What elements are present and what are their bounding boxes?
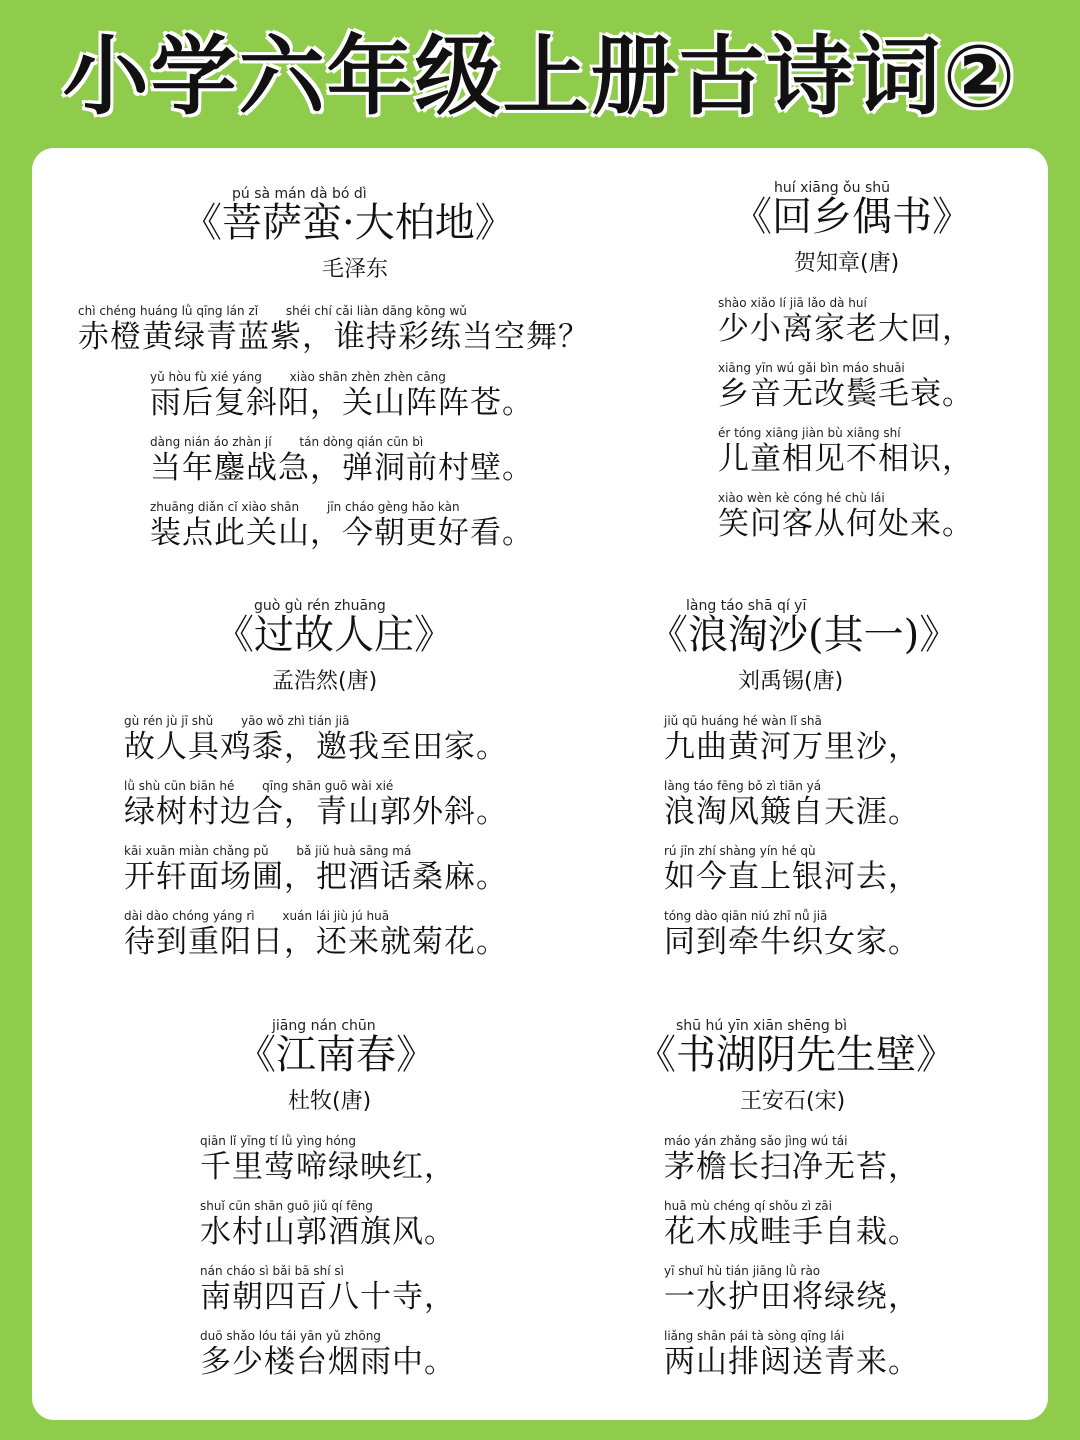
poem-title-pinyin: jiāng nán chūn [272, 1018, 376, 1034]
line-text: 乡音无改鬓毛衰。 [718, 376, 974, 412]
line-text: 故人具鸡黍，邀我至田家。 [124, 729, 508, 765]
line-text: 当年鏖战急，弹洞前村壁。 [150, 450, 534, 486]
line-pinyin: huā mù chéng qí shǒu zì zāi [664, 1199, 832, 1213]
poem-line [150, 500, 534, 552]
line-text: 南朝四百八十寺， [200, 1279, 456, 1315]
line-text: 多少楼台烟雨中。 [200, 1344, 456, 1380]
poem-line [150, 370, 534, 422]
line-text: 雨后复斜阳，关山阵阵苍。 [150, 385, 534, 421]
poem-title: 《过故人庄》 [214, 612, 454, 658]
line-pinyin: kāi xuān miàn chǎng pǔ bǎ jiǔ huà sāng má [124, 844, 412, 858]
poem-title: 《回乡偶书》 [732, 194, 972, 240]
line-text: 绿树村边合，青山郭外斜。 [124, 794, 508, 830]
line-text: 儿童相见不相识， [718, 441, 974, 477]
line-pinyin: lǜ shù cūn biān hé qīng shān guō wài xié [124, 779, 394, 793]
poem-line [200, 1329, 456, 1381]
line-text: 笑问客从何处来。 [718, 506, 974, 542]
line-pinyin: xiāng yīn wú gǎi bìn máo shuāi [718, 361, 905, 375]
line-text: 同到牵牛织女家。 [664, 924, 920, 960]
poem-author: 刘禹锡(唐) [738, 669, 844, 694]
poem-author: 杜牧(唐) [288, 1089, 372, 1114]
poem-title: 《江南春》 [236, 1032, 436, 1078]
poem-author: 王安石(宋) [740, 1089, 846, 1114]
poem-title: 《菩萨蛮·大柏地》 [182, 200, 515, 246]
poem-line [664, 1329, 920, 1381]
line-pinyin: yǔ hòu fù xié yáng xiào shān zhèn zhèn cāng [150, 370, 446, 384]
poem-title-pinyin: shū hú yīn xiān shēng bì [676, 1018, 848, 1034]
line-text: 装点此关山，今朝更好看。 [150, 515, 534, 551]
poem-line [200, 1199, 456, 1251]
poem-line [78, 304, 590, 356]
poem-line [664, 844, 920, 896]
line-text: 一水护田将绿绕， [664, 1279, 920, 1315]
poem-line [664, 779, 920, 831]
poem-line [124, 779, 508, 831]
poem-line [124, 714, 508, 766]
poem-title: 《浪淘沙(其一)》 [648, 612, 960, 658]
line-text: 浪淘风簸自天涯。 [664, 794, 920, 830]
poem-line [664, 1264, 920, 1316]
line-pinyin: chì chéng huáng lǜ qīng lán zǐ shéi chí cǎi liàn dāng kōng wǔ [78, 304, 467, 318]
poem-author: 毛泽东 [322, 257, 389, 282]
line-pinyin: rú jīn zhí shàng yín hé qù [664, 844, 816, 858]
line-text: 开轩面场圃，把酒话桑麻。 [124, 859, 508, 895]
line-text: 九曲黄河万里沙， [664, 729, 920, 765]
line-text: 赤橙黄绿青蓝紫，谁持彩练当空舞？ [78, 319, 590, 355]
poem-line [124, 844, 508, 896]
poem-title-pinyin: guò gù rén zhuāng [254, 598, 386, 614]
line-text: 花木成畦手自栽。 [664, 1214, 920, 1250]
line-text: 少小离家老大回， [718, 311, 974, 347]
line-pinyin: nán cháo sì bǎi bā shí sì [200, 1264, 344, 1278]
line-pinyin: dàng nián áo zhàn jí tán dòng qián cūn bì [150, 435, 424, 449]
line-pinyin: máo yán zhǎng sǎo jìng wú tái [664, 1134, 848, 1148]
line-pinyin: dài dào chóng yáng rì xuán lái jiù jú huā [124, 909, 390, 923]
poem-line [664, 909, 920, 961]
line-pinyin: zhuāng diǎn cǐ xiào shān jīn cháo gèng hǎo kàn [150, 500, 460, 514]
poem-line [664, 714, 920, 766]
line-text: 待到重阳日，还来就菊花。 [124, 924, 508, 960]
line-pinyin: ér tóng xiāng jiàn bù xiāng shí [718, 426, 901, 440]
poem-author: 贺知章(唐) [794, 251, 900, 276]
poem-line [664, 1199, 920, 1251]
poem-line [718, 426, 974, 478]
line-pinyin: jiǔ qū huáng hé wàn lǐ shā [664, 714, 822, 728]
poem-title-pinyin: huí xiāng ǒu shū [774, 180, 890, 196]
content-card [32, 148, 1048, 1420]
poem-author: 孟浩然(唐) [272, 669, 378, 694]
poem-title-pinyin: pú sà mán dà bó dì [232, 186, 367, 202]
poem-line [664, 1134, 920, 1186]
line-text: 两山排闼送青来。 [664, 1344, 920, 1380]
line-text: 如今直上银河去， [664, 859, 920, 895]
line-pinyin: liǎng shān pái tà sòng qīng lái [664, 1329, 845, 1343]
line-text: 千里莺啼绿映红， [200, 1149, 456, 1185]
poem-line [200, 1134, 456, 1186]
line-pinyin: shuǐ cūn shān guō jiǔ qí fēng [200, 1199, 373, 1213]
poem-title-pinyin: làng táo shā qí yī [686, 598, 807, 614]
line-pinyin: duō shǎo lóu tái yān yǔ zhōng [200, 1329, 381, 1343]
line-text: 水村山郭酒旗风。 [200, 1214, 456, 1250]
page-title: 小学六年级上册古诗词② [62, 27, 1018, 127]
poem-line [718, 296, 974, 348]
poem-line [124, 909, 508, 961]
line-pinyin: shào xiǎo lí jiā lǎo dà huí [718, 296, 867, 310]
poem-line [718, 361, 974, 413]
poem-line [718, 491, 974, 543]
poem-title: 《书湖阴先生壁》 [636, 1032, 956, 1078]
poem-line [150, 435, 534, 487]
line-text: 茅檐长扫净无苔， [664, 1149, 920, 1185]
line-pinyin: làng táo fēng bǒ zì tiān yá [664, 779, 822, 793]
line-pinyin: xiào wèn kè cóng hé chù lái [718, 491, 885, 505]
line-pinyin: qiān lǐ yīng tí lǜ yìng hóng [200, 1134, 356, 1148]
line-pinyin: tóng dào qiān niú zhī nǚ jiā [664, 909, 828, 923]
line-pinyin: yī shuǐ hù tián jiāng lǜ rào [664, 1264, 821, 1278]
line-pinyin: gù rén jù jī shǔ yāo wǒ zhì tián jiā [124, 714, 350, 728]
poem-line [200, 1264, 456, 1316]
